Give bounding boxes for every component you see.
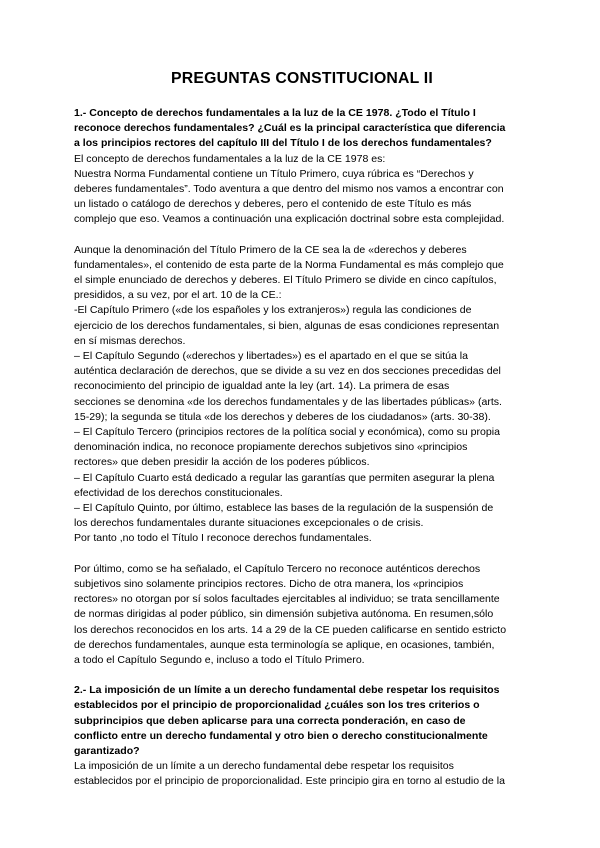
page-title: PREGUNTAS CONSTITUCIONAL II <box>171 70 433 87</box>
text-line: – El Capítulo Tercero (principios rectores de la política social y económica), como su propia <box>74 426 500 439</box>
text-line: complejo que eso. Veamos a continuación una explicación doctrinal sobre esta complejidad. <box>74 213 505 226</box>
text-line: deberes fundamentales”. Todo aventura a que dentro del mismo nos vamos a encontrar con <box>74 183 504 196</box>
heading-line: 2.- La imposición de un límite a un derecho fundamental debe respetar los requisitos <box>74 684 500 697</box>
text-line: La imposición de un límite a un derecho fundamental debe respetar los requisitos <box>74 760 454 773</box>
text-line: los derechos fundamentales durante situaciones excepcionales o de crisis. <box>74 517 424 530</box>
heading-line: 1.- Concepto de derechos fundamentales a la luz de la CE 1978. ¿Todo el Título I <box>74 107 476 119</box>
text-line: auténtica declaración de derechos, que se divide a su vez en dos secciones precedidas del <box>74 365 501 378</box>
question-1-paragraph-1 <box>74 152 530 228</box>
text-line: reconocimiento del principio de igualdad ante la ley (art. 14). La primera de esas <box>74 380 450 393</box>
text-line: 15-29); la segunda se titula «de los derechos y deberes de los ciudadanos» (arts. 30-38). <box>74 410 491 423</box>
text-line: efectividad de los derechos constitucionales. <box>74 486 283 499</box>
text-line: de normas dirigidas al poder público, sin dimensión subjetiva autónoma. En resumen,sólo <box>74 608 494 621</box>
question-2-heading <box>74 683 530 759</box>
text-line: fundamentales», el contenido de esta parte de la Norma Fundamental es más complejo que <box>74 258 504 271</box>
heading-line: subprincipios que deben aplicarse para una correcta ponderación, en caso de <box>74 714 466 727</box>
text-line: en sí mismas derechos. <box>74 334 186 347</box>
paragraph-spacer <box>74 228 530 243</box>
question-1-heading <box>74 106 530 152</box>
text-line: rectores» que deben presidir la acción de los poderes públicos. <box>74 456 370 469</box>
text-line: a todo el Capítulo Segundo e, incluso a todo el Título Primero. <box>74 653 365 666</box>
question-1-paragraph-3 <box>74 562 530 668</box>
text-line: Por último, como se ha señalado, el Capítulo Tercero no reconoce auténticos derechos <box>74 562 481 575</box>
text-line: – El Capítulo Quinto, por último, establece las bases de la regulación de la suspensión de <box>74 502 494 515</box>
heading-line: establecidos por el principio de proporcionalidad ¿cuáles son los tres criterios o <box>74 699 480 712</box>
heading-line: a los principios rectores del capítulo III del Título I de los derechos fundamentales? <box>74 137 492 150</box>
text-line: denominación indica, no reconoce propiamente derechos subjetivos sino «principios <box>74 441 468 454</box>
heading-line: garantizado? <box>74 744 140 757</box>
text-line: los derechos reconocidos en los arts. 14 a 29 de la CE pueden calificarse en sentido estricto <box>74 623 507 636</box>
paragraph-spacer <box>74 668 530 683</box>
text-line: -El Capítulo Primero («de los españoles y los extranjeros») regula las condiciones de <box>74 304 472 317</box>
text-line: – El Capítulo Cuarto está dedicado a regular las garantías que permiten asegurar la plena <box>74 471 495 484</box>
question-2-paragraph-1 <box>74 759 530 789</box>
text-line: el simple enunciado de derechos y deberes. El Título Primero se divide en cinco capítulos, <box>74 274 497 287</box>
paragraph-spacer <box>74 547 530 562</box>
text-line: rectores» no otorgan por sí solos facultades ejercitables al individuo; se trata sencillamente <box>74 593 500 606</box>
text-line: secciones se denomina «de los derechos fundamentales y de las libertades públicas» (arts. <box>74 395 502 408</box>
text-line: presididos, a su vez, por el art. 10 de la CE.: <box>74 289 282 302</box>
text-line: establecidos por el principio de proporcionalidad. Este principio gira en torno al estudio de la <box>74 775 505 788</box>
document-content <box>74 70 530 790</box>
text-line: Aunque la denominación del Título Primero de la CE sea la de «derechos y deberes <box>74 243 467 256</box>
question-1-paragraph-2 <box>74 243 530 547</box>
text-line: un listado o catálogo de derechos y deberes, pero el contenido de este Título es más <box>74 198 472 211</box>
text-line: subjetivos sino solamente principios rectores. Dicho de otra manera, los «principios <box>74 577 464 590</box>
text-line: Nuestra Norma Fundamental contiene un Título Primero, cuya rúbrica es “Derechos y <box>74 167 474 180</box>
heading-line: conflicto entre un derecho fundamental y otro bien o derecho constitucionalmente <box>74 729 488 742</box>
text-line: Por tanto ,no todo el Título I reconoce derechos fundamentales. <box>74 532 372 545</box>
text-line: de derechos fundamentales, aunque esta terminología se aplique, en ocasiones, también, <box>74 638 495 651</box>
text-line: El concepto de derechos fundamentales a la luz de la CE 1978 es: <box>74 152 386 165</box>
text-line: – El Capítulo Segundo («derechos y libertades») es el apartado en el que se sitúa la <box>74 350 469 363</box>
text-line: ejercicio de los derechos fundamentales, si bien, algunas de esas condiciones representan <box>74 319 500 332</box>
heading-line: reconoce derechos fundamentales? ¿Cuál es la principal característica que diferencia <box>74 122 506 135</box>
